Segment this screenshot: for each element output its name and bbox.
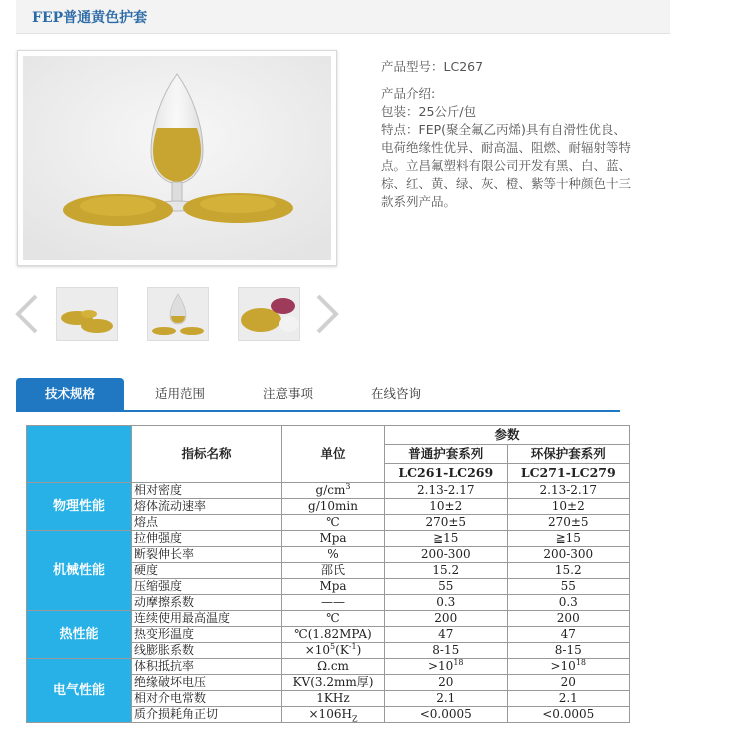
row-unit: ℃ [282, 515, 385, 531]
row-name: 相对介电常数 [132, 691, 282, 707]
title-bar [16, 0, 670, 34]
tab-specs[interactable]: 技术规格 [16, 378, 124, 410]
table-row [27, 611, 630, 627]
row-name: 硬度 [132, 563, 282, 579]
product-features-line: 电荷绝缘性优异、耐高温、阻燃、耐辐射等特 [381, 140, 632, 155]
product-features-line: 特点：FEP(聚全氟乙丙烯)具有自滑性优良、 [381, 122, 626, 137]
row-name: 体积抵抗率 [132, 659, 282, 675]
row-unit: g/10min [282, 499, 385, 515]
row-name: 热变形温度 [132, 627, 282, 643]
row-value-2: 0.3 [507, 595, 630, 611]
row-value-2: ≧15 [507, 531, 630, 547]
row-value-1: 2.1 [385, 691, 508, 707]
row-unit: % [282, 547, 385, 563]
product-package: 包装：25公斤/包 [381, 104, 477, 119]
row-value-1: <0.0005 [385, 707, 508, 723]
next-arrow-icon[interactable] [314, 294, 340, 334]
thumbnail-2[interactable] [147, 287, 209, 341]
header-unit: 单位 [282, 426, 385, 483]
product-info [381, 58, 671, 211]
header-series-1-line1: 普通护套系列 [385, 445, 508, 464]
row-value-2: 2.13-2.17 [507, 483, 630, 499]
row-unit: KV(3.2mm厚) [282, 675, 385, 691]
category-cell: 热性能 [27, 611, 132, 659]
header-blank-cell [27, 426, 132, 483]
header-series-2-line1: 环保护套系列 [507, 445, 630, 464]
row-unit: ℃(1.82MPA) [282, 627, 385, 643]
row-unit: 1KHz [282, 691, 385, 707]
row-unit: $g/cm^3$ [282, 483, 385, 499]
row-value-2: $>10^{18}$ [507, 659, 630, 675]
row-value-1: 55 [385, 579, 508, 595]
row-value-1: 20 [385, 675, 508, 691]
row-name: 质介损耗角正切 [132, 707, 282, 723]
main-product-image[interactable] [17, 50, 337, 266]
row-name: 绝缘破坏电压 [132, 675, 282, 691]
row-value-2: 15.2 [507, 563, 630, 579]
tab-bar [16, 378, 620, 412]
row-value-1: 2.13-2.17 [385, 483, 508, 499]
category-cell: 物理性能 [27, 483, 132, 531]
row-unit: ℃ [282, 611, 385, 627]
spec-table [26, 425, 630, 723]
row-value-2: 47 [507, 627, 630, 643]
row-value-1: $>10^{18}$ [385, 659, 508, 675]
product-features-line: 点。立昌氟塑料有限公司开发有黑、白、蓝、 [381, 158, 632, 173]
product-model: 产品型号：LC267 [381, 59, 484, 74]
row-value-1: 10±2 [385, 499, 508, 515]
product-photo [23, 56, 331, 260]
tab-applications[interactable]: 适用范围 [154, 386, 205, 401]
row-value-1: 0.3 [385, 595, 508, 611]
row-value-1: 47 [385, 627, 508, 643]
row-name: 动摩擦系数 [132, 595, 282, 611]
row-value-2: 55 [507, 579, 630, 595]
row-name: 熔点 [132, 515, 282, 531]
row-name: 熔体流动速率 [132, 499, 282, 515]
thumbnail-1[interactable] [56, 287, 118, 341]
row-name: 压缩强度 [132, 579, 282, 595]
product-features-line: 棕、红、黄、绿、灰、橙、紫等十种颜色十三 [381, 176, 632, 191]
row-unit: 邵氏 [282, 563, 385, 579]
row-value-1: 270±5 [385, 515, 508, 531]
row-value-1: ≧15 [385, 531, 508, 547]
category-cell: 电气性能 [27, 659, 132, 723]
header-series-2-line2: LC271-LC279 [507, 464, 630, 483]
page-title: FEP普通黄色护套 [32, 10, 148, 26]
thumbnail-carousel [14, 286, 344, 342]
row-unit: —— [282, 595, 385, 611]
row-unit: $\times 106H_Z$ [282, 707, 385, 723]
prev-arrow-icon[interactable] [14, 294, 40, 334]
thumbnail-3[interactable] [238, 287, 300, 341]
row-value-1: 8-15 [385, 643, 508, 659]
row-value-2: 200 [507, 611, 630, 627]
row-name: 拉伸强度 [132, 531, 282, 547]
row-name: 线膨胀系数 [132, 643, 282, 659]
row-unit: $\times 10^5(K^{-1})$ [282, 643, 385, 659]
table-row [27, 659, 630, 675]
table-row [27, 483, 630, 499]
row-value-2: 270±5 [507, 515, 630, 531]
tab-consult[interactable]: 在线咨询 [370, 386, 421, 401]
header-series-1-line2: LC261-LC269 [385, 464, 508, 483]
table-row [27, 531, 630, 547]
category-cell: 机械性能 [27, 531, 132, 611]
row-value-1: 200-300 [385, 547, 508, 563]
row-value-2: 20 [507, 675, 630, 691]
row-name: 连续使用最高温度 [132, 611, 282, 627]
row-value-1: 15.2 [385, 563, 508, 579]
row-unit: Mpa [282, 579, 385, 595]
row-value-2: 8-15 [507, 643, 630, 659]
row-value-2: 10±2 [507, 499, 630, 515]
header-params: 参数 [385, 426, 630, 445]
product-intro-label: 产品介绍: [381, 86, 436, 101]
row-name: 断裂伸长率 [132, 547, 282, 563]
row-unit: Mpa [282, 531, 385, 547]
row-name: 相对密度 [132, 483, 282, 499]
row-value-2: 2.1 [507, 691, 630, 707]
row-value-2: <0.0005 [507, 707, 630, 723]
header-name: 指标名称 [132, 426, 282, 483]
row-unit: Ω.cm [282, 659, 385, 675]
row-value-2: 200-300 [507, 547, 630, 563]
product-features-line: 款系列产品。 [381, 194, 457, 209]
tab-notes[interactable]: 注意事项 [262, 386, 313, 401]
row-value-1: 200 [385, 611, 508, 627]
